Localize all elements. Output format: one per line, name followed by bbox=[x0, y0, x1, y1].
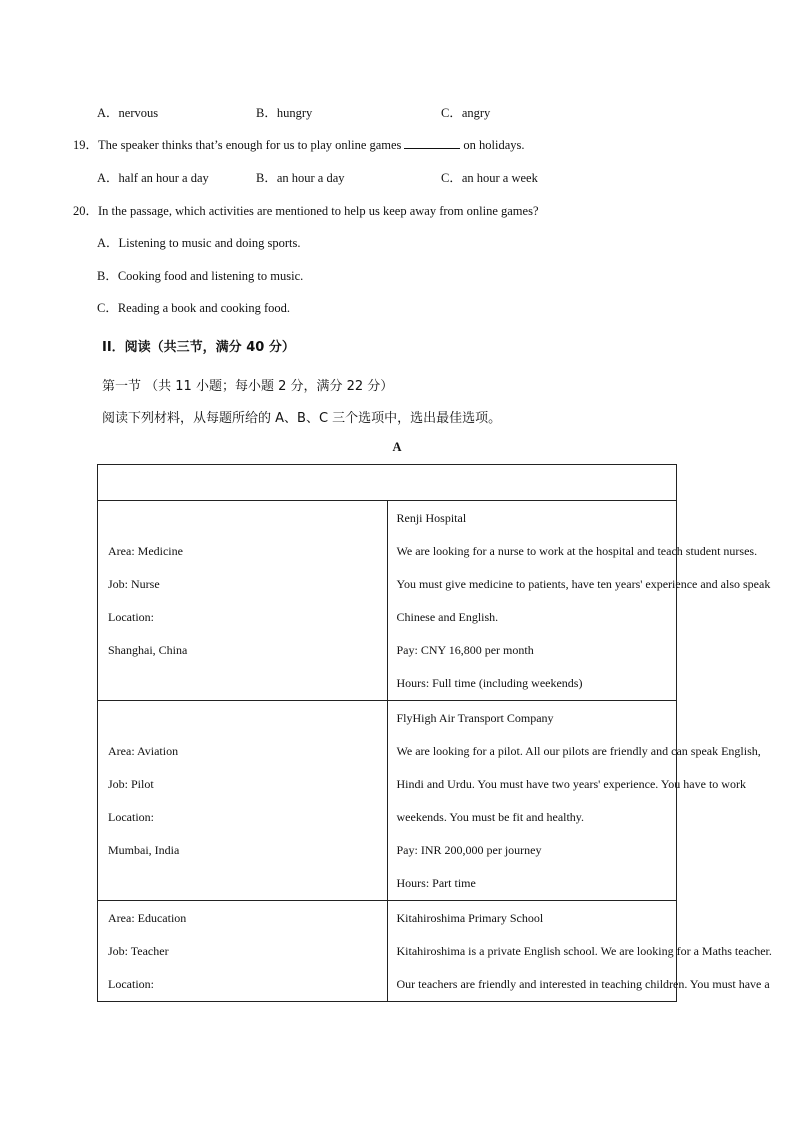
job-location: Mumbai, India bbox=[108, 843, 180, 857]
job-hours: Hours: Full time (including weekends) bbox=[396, 676, 583, 690]
job-pay: Pay: INR 200,000 per journey bbox=[396, 843, 542, 857]
job-location-label: Location: bbox=[108, 810, 154, 824]
q18-option-a: A．nervous bbox=[97, 106, 159, 120]
employer-name: FlyHigh Air Transport Company bbox=[396, 711, 554, 725]
q19-option-c: C．an hour a week bbox=[441, 171, 538, 185]
table-row bbox=[98, 701, 677, 901]
job-summary-cell bbox=[98, 501, 388, 701]
q19-option-a: A．half an hour a day bbox=[97, 171, 209, 185]
q20-option-a: A．Listening to music and doing sports. bbox=[97, 236, 301, 250]
job-title: Job: Teacher bbox=[108, 944, 169, 958]
job-detail-cell bbox=[387, 901, 772, 1002]
job-title: Job: Pilot bbox=[108, 777, 154, 791]
job-area: Area: Aviation bbox=[108, 744, 179, 758]
employer-name: Kitahiroshima Primary School bbox=[396, 911, 544, 925]
q19-stem: 19．The speaker thinks that’s enough for us to play online games on holidays. bbox=[73, 138, 525, 152]
job-listings-table bbox=[97, 464, 772, 1002]
job-pay: Pay: CNY 16,800 per month bbox=[396, 643, 534, 657]
job-location-label: Location: bbox=[108, 977, 154, 991]
job-title: Job: Nurse bbox=[108, 577, 160, 591]
table-row bbox=[98, 501, 677, 701]
answer-blank bbox=[404, 138, 460, 149]
table-row bbox=[98, 901, 677, 1002]
job-location: Shanghai, China bbox=[108, 643, 188, 657]
job-description: Our teachers are friendly and interested in teaching children. You must have a bbox=[396, 977, 770, 991]
job-description: Kitahiroshima is a private English school. We are looking for a Maths teacher. bbox=[396, 944, 772, 958]
job-detail-cell bbox=[387, 701, 761, 901]
instruction-text: 阅读下列材料，从每题所给的 A、B、C 三个选项中，选出最佳选项。 bbox=[102, 411, 502, 426]
job-summary-cell bbox=[98, 901, 388, 1002]
job-description: Chinese and English. bbox=[396, 610, 499, 624]
job-location-label: Location: bbox=[108, 610, 154, 624]
q20-number: 20． bbox=[73, 204, 99, 218]
section-title: II．阅读（共三节，满分 40 分） bbox=[102, 340, 295, 355]
passage-label: A bbox=[392, 440, 402, 454]
table-header-row bbox=[98, 465, 677, 501]
job-summary-cell bbox=[98, 701, 388, 901]
job-detail-cell bbox=[387, 501, 771, 701]
q20-option-c: C．Reading a book and cooking food. bbox=[97, 301, 291, 315]
job-description: We are looking for a nurse to work at the hospital and teach student nurses. bbox=[396, 544, 758, 558]
q18-option-b: B．hungry bbox=[256, 106, 313, 120]
q19-number: 19． bbox=[73, 138, 99, 152]
job-description: We are looking for a pilot. All our pilots are friendly and can speak English, bbox=[396, 744, 761, 758]
job-area: Area: Medicine bbox=[108, 544, 183, 558]
job-area: Area: Education bbox=[108, 911, 187, 925]
employer-name: Renji Hospital bbox=[396, 511, 467, 525]
q18-option-c: C．angry bbox=[441, 106, 491, 120]
table-header-cell bbox=[98, 465, 677, 501]
job-description: weekends. You must be fit and healthy. bbox=[396, 810, 585, 824]
job-hours: Hours: Part time bbox=[396, 876, 476, 890]
job-description: Hindi and Urdu. You must have two years' experience. You have to work bbox=[396, 777, 746, 791]
q19-option-b: B．an hour a day bbox=[256, 171, 345, 185]
part-heading: 第一节 （共 11 小题；每小题 2 分，满分 22 分） bbox=[102, 379, 394, 394]
q20-stem: 20．In the passage, which activities are mentioned to help us keep away from online games? bbox=[73, 204, 539, 218]
q20-option-b: B．Cooking food and listening to music. bbox=[97, 269, 304, 283]
job-description: You must give medicine to patients, have ten years' experience and also speak bbox=[396, 577, 771, 591]
